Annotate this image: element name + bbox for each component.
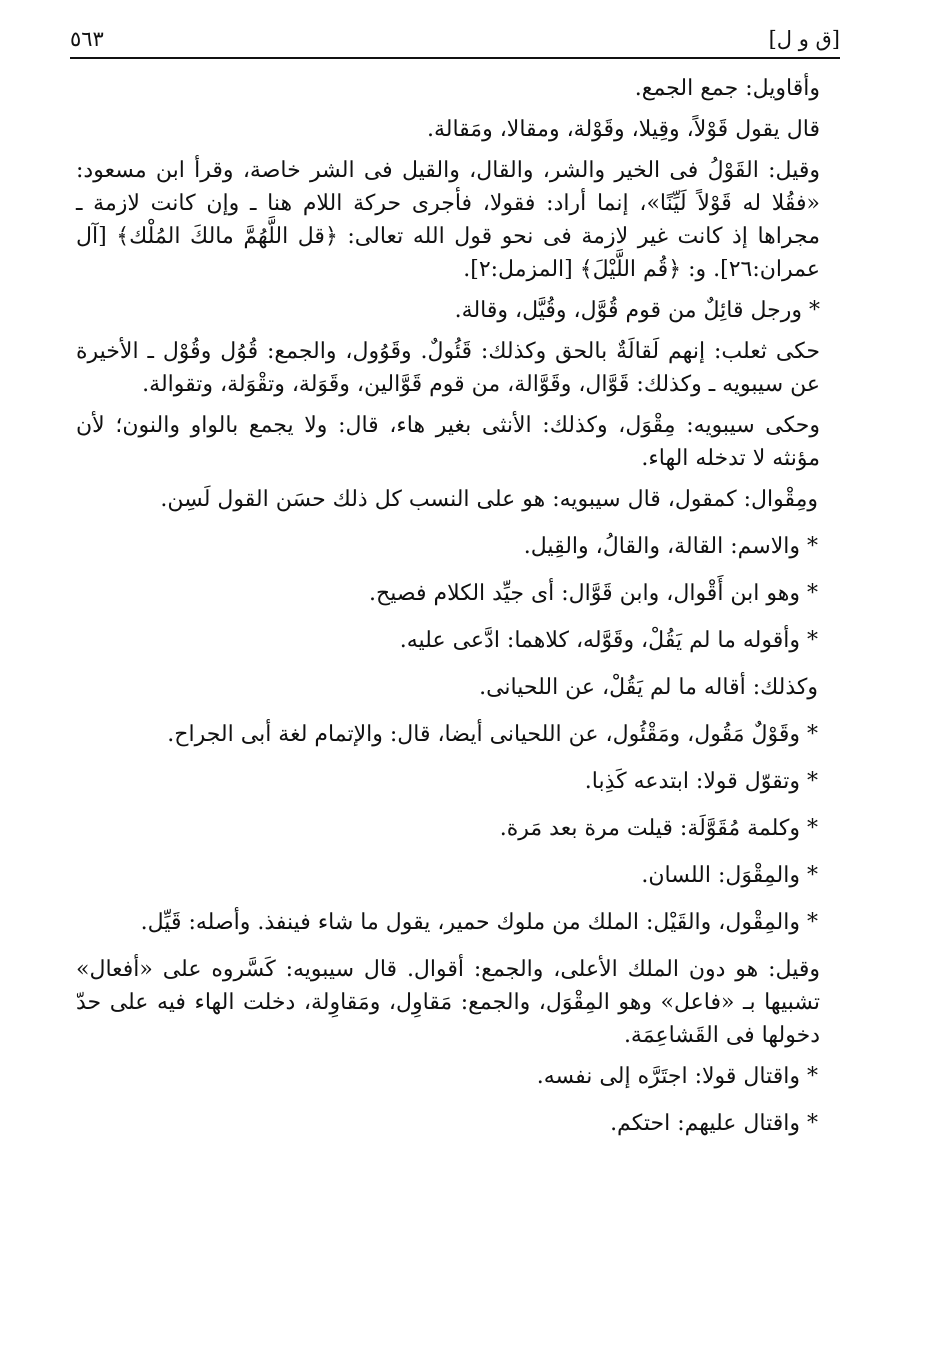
paragraph: ومِقْوال: كمقول، قال سيبويه: هو على النسب كل ذلك حسَن القول لَسِن. [160, 487, 818, 512]
paragraph: * وكلمة مُقَوَّلَة: قيلت مرة بعد مَرة. [499, 816, 818, 841]
running-title: [ق و ل] [768, 27, 840, 51]
paragraph: * وتقوّل قولا: ابتدعه كَذِبا. [584, 769, 818, 794]
paragraph: وحكى سيبويه: مِقْوَل، وكذلك: الأنثى بغير هاء، قال: ولا يجمع بالواو والنون؛ لأن مؤنثه لا تدخله الهاء. [76, 413, 820, 471]
paragraph: وقيل: هو دون الملك الأعلى، والجمع: أقوال. قال سيبويه: كَسَّروه على «أفعال» تشبيها بـ «فاعل» وهو المِقْوَل، والجمع: مَقاوِل، ومَقاوِلة، دخلت الهاء فيه على حدّ دخولها فى القَشاعِمَة. [76, 957, 820, 1048]
paragraph: * واقتال قولا: اجتَرَّه إلى نفسه. [536, 1064, 818, 1089]
paragraph: وقيل: القَوْلُ فى الخير والشر، والقال، والقيل فى الشر خاصة، وقرأ ابن مسعود: «فقُلا له قَوْلاً لَيِّنًا»، إنما أراد: فقولا، فأجرى حركة اللام هنا ـ وإن كانت لازمة ـ مجراها إذ كانت غير لازمة فى نحو قول الله تعالى: ﴿قل اللَّهُمَّ مالكَ المُلْك﴾ [آل عمران:٢٦]. و: ﴿قُم اللَّيْلَ﴾ [المزمل:٢]. [76, 158, 820, 282]
paragraph: * والاسم: القالة، والقالُ، والقِيل. [523, 534, 818, 559]
paragraph: * وهو ابن أَقْوال، وابن قَوَّال: أى جيِّد الكلام فصيح. [369, 581, 818, 606]
paragraph: وكذلك: أقاله ما لم يَقُلْ، عن اللحيانى. [479, 675, 818, 700]
paragraph: حكى ثعلب: إنهم لَقالَةٌ بالحق وكذلك: قَئُولٌ. وقَوُول، والجمع: قُوُل وقُوْل ـ الأخيرة عن سيبويه ـ وكذلك: قَوَّال، وقَوَّالة، من قوم قَوَّالين، وقَوَلة، وتقْوَلة، وتقوالة. [76, 339, 820, 397]
paragraph: * ورجل قائِلٌ من قوم قُوَّل، وقُيَّل، وقالة. [454, 298, 820, 323]
paragraph: * وقَوْلٌ مَقُول، ومَقْئُول، عن اللحيانى أيضا، قال: والإتمام لغة أبى الجراح. [167, 722, 818, 747]
paragraph: * والمِقْول، والقَيْل: الملك من ملوك حمير، يقول ما شاء فينفذ. وأصله: قَيِّل. [140, 910, 818, 935]
page-header [70, 22, 840, 56]
paragraph: * واقتال عليهم: احتكم. [610, 1111, 818, 1136]
header-rule [70, 57, 840, 59]
paragraph: وأقاويل: جمع الجمع. [634, 76, 820, 101]
body-text [76, 72, 840, 1148]
paragraph: * والمِقْوَل: اللسان. [641, 863, 818, 888]
page-number: ٥٦٣ [70, 27, 104, 51]
paragraph: قال يقول قَوْلاً، وقِيلا، وقَوْلة، ومقالا، ومَقالة. [426, 117, 820, 142]
paragraph: * وأقوله ما لم يَقُلْ، وقَوَّله، كلاهما: ادَّعى عليه. [399, 628, 818, 653]
